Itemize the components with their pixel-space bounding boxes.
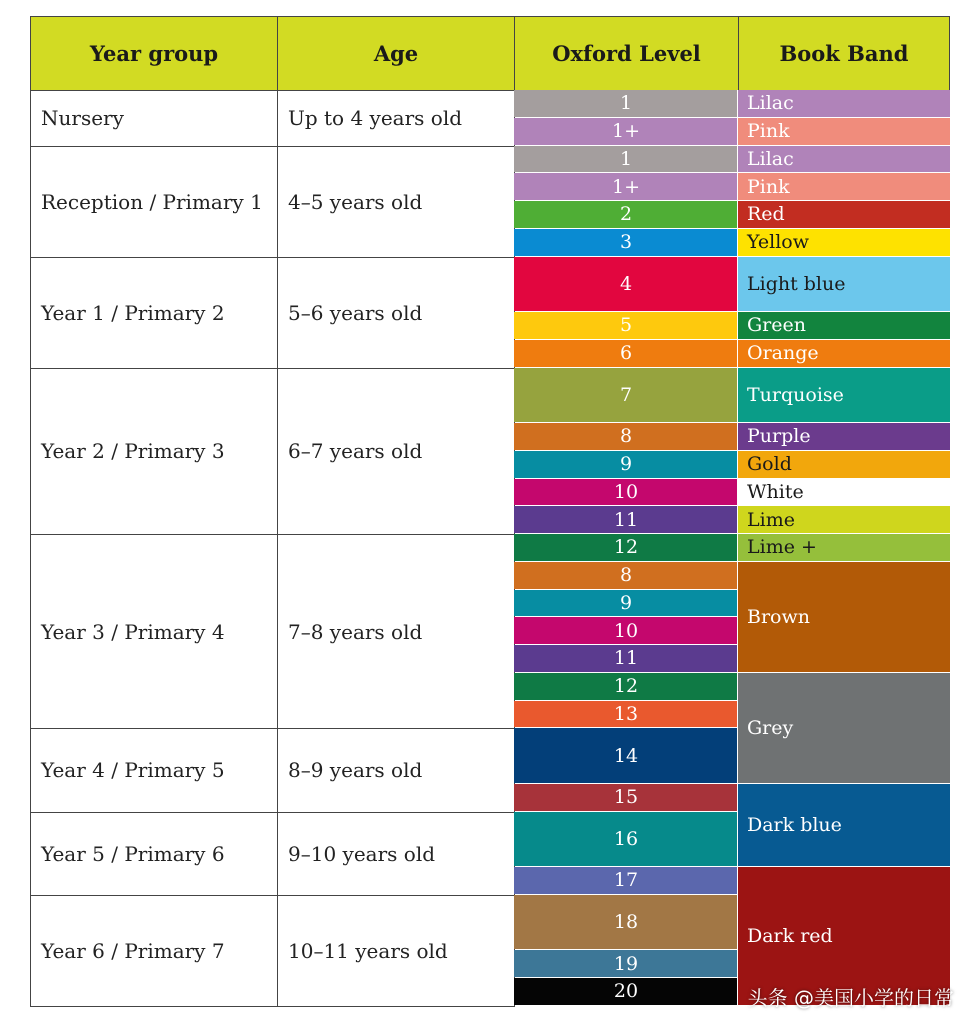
book-band-cell: White [738, 479, 950, 506]
book-band-cell: Lime [738, 506, 950, 533]
header-age: Age [277, 16, 515, 91]
header-book-band: Book Band [738, 16, 950, 91]
book-band-cell: Turquoise [738, 368, 950, 423]
book-band-cell: Green [738, 312, 950, 339]
oxford-level-cell: 10 [514, 617, 738, 644]
oxford-level-cell: 4 [514, 257, 738, 312]
year-group-cell: Year 5 / Primary 6 [30, 812, 278, 896]
year-group-cell: Year 3 / Primary 4 [30, 534, 278, 729]
oxford-level-cell: 1 [514, 90, 738, 117]
watermark: 头条 @美国小学的日常 [747, 986, 954, 1010]
oxford-level-cell: 6 [514, 340, 738, 367]
book-band-cell: Yellow [738, 229, 950, 256]
column-separator [737, 90, 738, 1006]
oxford-level-cell: 11 [514, 645, 738, 672]
oxford-level-cell: 15 [514, 784, 738, 811]
age-cell: 5–6 years old [277, 257, 515, 369]
oxford-level-cell: 11 [514, 506, 738, 533]
book-band-cell: Lime + [738, 534, 950, 561]
book-band-cell: Gold [738, 451, 950, 478]
year-group-cell: Year 2 / Primary 3 [30, 368, 278, 536]
age-cell: 9–10 years old [277, 812, 515, 896]
book-band-cell: Lilac [738, 146, 950, 173]
year-group-cell: Reception / Primary 1 [30, 146, 278, 258]
book-band-cell: Dark red [738, 867, 950, 1005]
oxford-level-cell: 1 [514, 146, 738, 173]
year-group-cell: Year 4 / Primary 5 [30, 728, 278, 812]
oxford-level-cell: 14 [514, 728, 738, 783]
book-band-cell: Pink [738, 173, 950, 200]
book-band-cell: Grey [738, 673, 950, 783]
oxford-level-cell: 8 [514, 562, 738, 589]
book-band-cell: Light blue [738, 257, 950, 312]
oxford-level-cell: 12 [514, 534, 738, 561]
year-group-cell: Year 6 / Primary 7 [30, 895, 278, 1007]
oxford-level-cell: 9 [514, 451, 738, 478]
oxford-level-cell: 17 [514, 867, 738, 894]
book-band-cell: Purple [738, 423, 950, 450]
oxford-level-cell: 3 [514, 229, 738, 256]
oxford-level-cell: 2 [514, 201, 738, 228]
oxford-level-cell: 10 [514, 479, 738, 506]
header-year-group: Year group [30, 16, 278, 91]
oxford-level-cell: 7 [514, 368, 738, 423]
book-band-cell: Dark blue [738, 784, 950, 866]
oxford-level-cell: 9 [514, 590, 738, 617]
oxford-level-cell: 20 [514, 978, 738, 1005]
header-oxford-level: Oxford Level [514, 16, 739, 91]
oxford-level-cell: 5 [514, 312, 738, 339]
year-group-cell: Nursery [30, 90, 278, 147]
book-band-cell: Pink [738, 118, 950, 145]
oxford-level-cell: 18 [514, 895, 738, 950]
oxford-level-cell: 1+ [514, 118, 738, 145]
oxford-level-cell: 13 [514, 701, 738, 728]
book-band-cell: Lilac [738, 90, 950, 117]
oxford-level-cell: 8 [514, 423, 738, 450]
oxford-level-cell: 19 [514, 950, 738, 977]
age-cell: 8–9 years old [277, 728, 515, 812]
age-cell: 4–5 years old [277, 146, 515, 258]
book-band-cell: Red [738, 201, 950, 228]
book-band-cell: Brown [738, 562, 950, 672]
year-group-cell: Year 1 / Primary 2 [30, 257, 278, 369]
age-cell: 10–11 years old [277, 895, 515, 1007]
age-cell: Up to 4 years old [277, 90, 515, 147]
oxford-level-cell: 16 [514, 812, 738, 867]
age-cell: 7–8 years old [277, 534, 515, 729]
oxford-level-cell: 12 [514, 673, 738, 700]
oxford-level-cell: 1+ [514, 173, 738, 200]
age-cell: 6–7 years old [277, 368, 515, 536]
book-band-cell: Orange [738, 340, 950, 367]
